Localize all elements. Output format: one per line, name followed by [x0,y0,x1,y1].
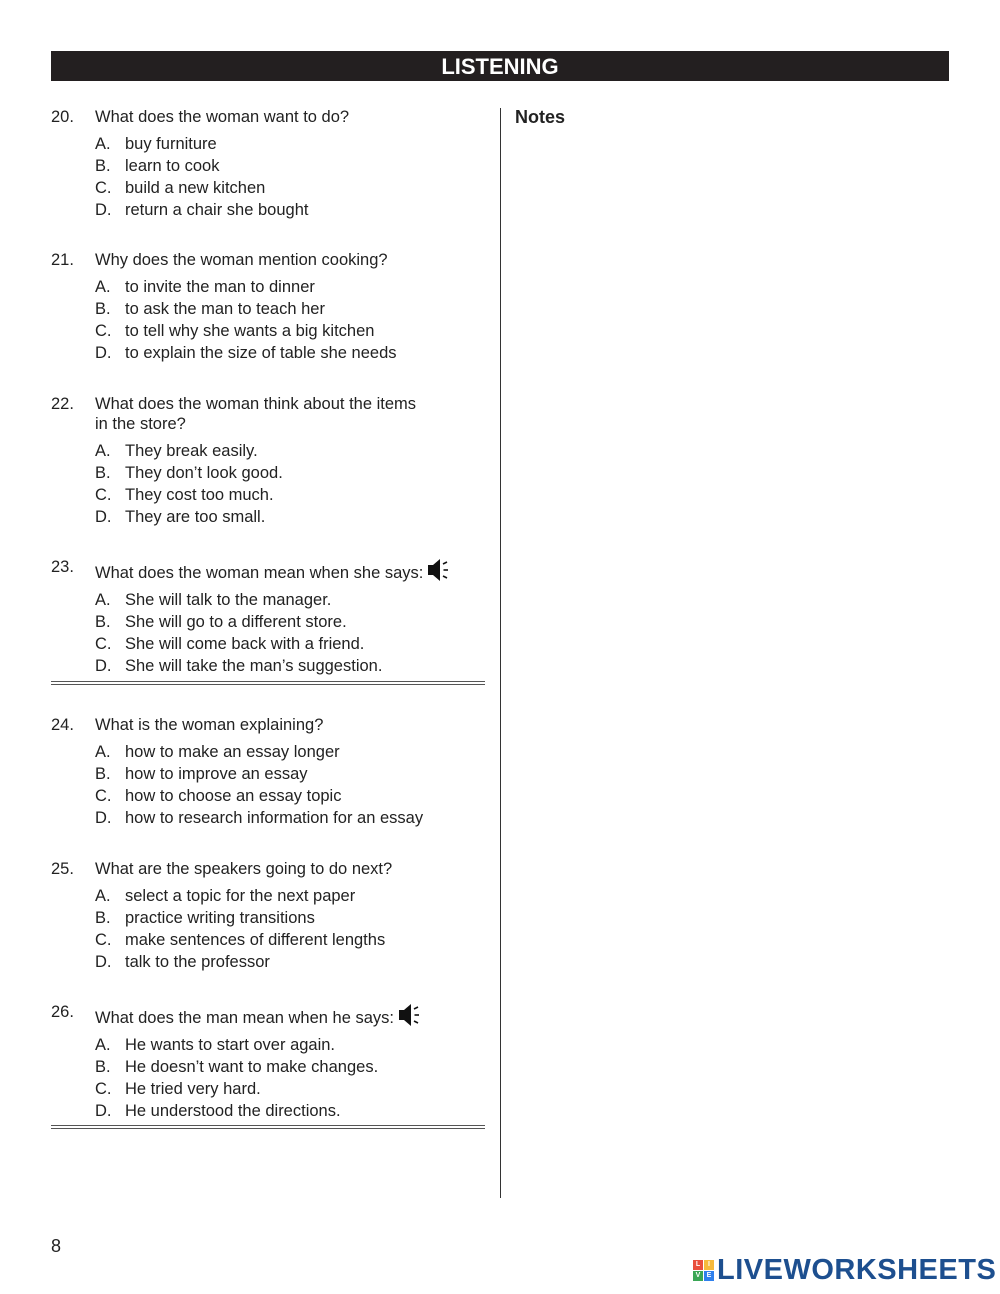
answer-option-b[interactable] [95,462,491,484]
option-letter: B. [95,765,111,783]
option-letter: D. [95,508,112,526]
logo-mark-tile: L [693,1260,703,1270]
answer-option-c[interactable] [95,785,491,807]
answer-option-c[interactable] [95,929,491,951]
question-number: 22. [51,395,74,413]
option-text: He tried very hard. [125,1080,261,1098]
option-letter: B. [95,909,111,927]
question-23 [51,557,491,677]
answer-option-c[interactable] [95,633,491,655]
answer-option-d[interactable] [95,506,491,528]
question-text: What are the speakers going to do next? [95,860,393,878]
option-text: how to make an essay longer [125,743,340,761]
answer-option-a[interactable] [95,133,491,155]
option-letter: C. [95,787,112,805]
page-number: 8 [51,1236,62,1256]
answer-option-a[interactable] [95,589,491,611]
logo-mark-tile: I [704,1260,714,1270]
option-text: learn to cook [125,157,220,175]
answer-option-b[interactable] [95,907,491,929]
section-divider [51,1125,485,1129]
answer-option-a[interactable] [95,276,491,298]
answer-option-b[interactable] [95,1056,491,1078]
option-letter: C. [95,1080,112,1098]
option-letter: A. [95,887,111,905]
option-text: select a topic for the next paper [125,887,356,905]
question-text: What does the woman think about the items in the store? [95,395,417,433]
option-letter: A. [95,591,111,609]
option-text: how to improve an essay [125,765,308,783]
logo-mark-tile: E [704,1271,714,1281]
question-number: 21. [51,251,74,269]
option-text: He wants to start over again. [125,1036,336,1054]
question-22 [51,394,491,528]
logo-text: LIVEWORKSHEETS [717,1254,997,1286]
answer-option-a[interactable] [95,440,491,462]
option-letter: B. [95,613,111,631]
logo-mark-icon [693,1260,714,1281]
question-20 [51,107,491,221]
option-letter: A. [95,442,111,460]
option-letter: D. [95,1102,112,1120]
question-text: What does the man mean when he says: [95,1009,394,1027]
option-letter: D. [95,201,112,219]
option-letter: C. [95,635,112,653]
option-text: practice writing transitions [125,909,315,927]
option-text: She will go to a different store. [125,613,347,631]
option-text: They are too small. [125,508,266,526]
question-number: 20. [51,108,74,126]
answer-option-b[interactable] [95,611,491,633]
option-letter: D. [95,953,112,971]
option-letter: C. [95,931,112,949]
question-number: 25. [51,860,74,878]
option-text: buy furniture [125,135,217,153]
answer-option-d[interactable] [95,1100,491,1122]
option-letter: B. [95,1058,111,1076]
option-letter: C. [95,486,112,504]
answer-option-d[interactable] [95,199,491,221]
column-divider [500,108,501,1198]
question-21 [51,250,491,364]
notes-label: Notes [515,107,566,127]
question-24 [51,715,491,829]
question-text: What does the woman want to do? [95,108,350,126]
option-text: return a chair she bought [125,201,309,219]
section-divider [51,681,485,685]
logo-mark-tile: V [693,1271,703,1281]
question-25 [51,859,491,973]
option-text: He doesn’t want to make changes. [125,1058,379,1076]
answer-option-c[interactable] [95,320,491,342]
option-text: how to choose an essay topic [125,787,342,805]
answer-option-d[interactable] [95,807,491,829]
answer-option-a[interactable] [95,741,491,763]
speaker-icon[interactable] [398,1002,422,1028]
option-letter: B. [95,464,111,482]
option-text: She will come back with a friend. [125,635,365,653]
option-letter: A. [95,278,111,296]
option-letter: A. [95,135,111,153]
option-text: She will take the man’s suggestion. [125,657,383,675]
answer-option-d[interactable] [95,342,491,364]
question-number: 24. [51,716,74,734]
option-text: They break easily. [125,442,258,460]
option-letter: D. [95,809,112,827]
question-text: What does the woman mean when she says: [95,564,424,582]
question-number: 23. [51,558,74,576]
option-letter: B. [95,300,111,318]
option-letter: C. [95,322,112,340]
option-text: build a new kitchen [125,179,266,197]
answer-option-a[interactable] [95,885,491,907]
option-text: to tell why she wants a big kitchen [125,322,375,340]
answer-option-d[interactable] [95,951,491,973]
option-letter: A. [95,1036,111,1054]
option-text: how to research information for an essay [125,809,424,827]
answer-option-a[interactable] [95,1034,491,1056]
option-text: He understood the directions. [125,1102,341,1120]
option-letter: D. [95,344,112,362]
question-number: 26. [51,1003,74,1021]
option-text: She will talk to the manager. [125,591,332,609]
answer-option-c[interactable] [95,1078,491,1100]
answer-option-b[interactable] [95,763,491,785]
question-text: Why does the woman mention cooking? [95,251,388,269]
option-text: They don’t look good. [125,464,283,482]
option-letter: B. [95,157,111,175]
option-text: talk to the professor [125,953,270,971]
option-text: to ask the man to teach her [125,300,325,318]
answer-option-b[interactable] [95,155,491,177]
liveworksheets-logo [693,1254,996,1287]
option-text: They cost too much. [125,486,274,504]
answer-option-c[interactable] [95,484,491,506]
option-letter: C. [95,179,112,197]
section-header: LISTENING [51,51,949,81]
option-text: make sentences of different lengths [125,931,386,949]
answer-option-b[interactable] [95,298,491,320]
question-text: What is the woman explaining? [95,716,324,734]
option-text: to explain the size of table she needs [125,344,397,362]
answer-option-c[interactable] [95,177,491,199]
question-26 [51,1002,491,1122]
speaker-icon[interactable] [427,557,451,583]
answer-option-d[interactable] [95,655,491,677]
option-letter: A. [95,743,111,761]
option-text: to invite the man to dinner [125,278,315,296]
option-letter: D. [95,657,112,675]
